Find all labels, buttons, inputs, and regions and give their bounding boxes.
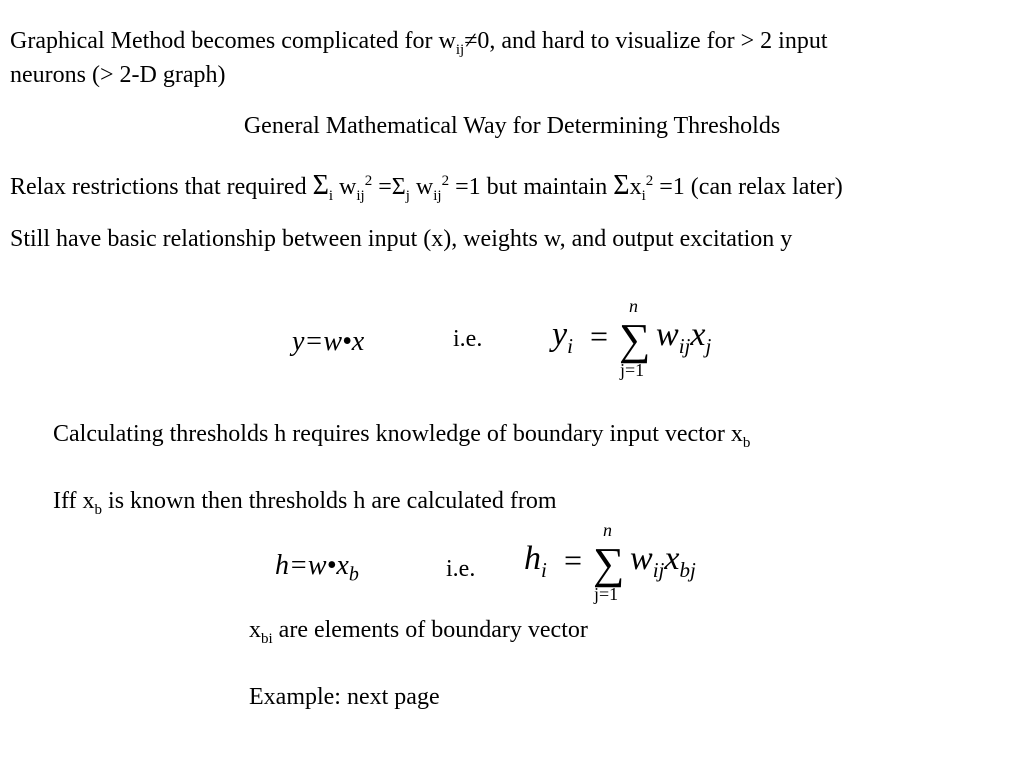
equation-1-y: y	[552, 316, 568, 353]
equation-2-summation	[522, 520, 782, 610]
boundary-vector-line	[53, 417, 750, 451]
relax-w2: w	[409, 174, 434, 200]
sigma-symbol: Σ	[312, 170, 329, 201]
sigma-symbol-2: Σ	[613, 170, 630, 201]
equation-1-w: w	[656, 316, 679, 353]
relax-sub-ij2: ij	[433, 187, 442, 204]
equation-1-sum-symbol: ∑	[619, 315, 651, 364]
equation-2-ie-label: i.e.	[446, 556, 476, 582]
equation-1-upper-limit: n	[629, 296, 638, 316]
relax-sub-ij: ij	[356, 187, 365, 204]
relax-text-a: Relax restrictions that required	[10, 174, 313, 200]
relax-restrictions-line	[10, 169, 843, 204]
section-heading: General Mathematical Way for Determining Thresholds	[243, 113, 781, 139]
relax-sup-2c: 2	[645, 173, 654, 189]
equation-2-lower-limit: j=1	[594, 584, 619, 604]
equation-1-y-sub: i	[567, 333, 573, 358]
intro-text-b: ≠0, and hard to visualize for > 2 input	[464, 28, 828, 54]
equation-1-lhs	[552, 316, 573, 358]
equation-2-left-sub: b	[348, 563, 359, 586]
example-line: Example: next page	[249, 684, 440, 710]
relax-eq-sigma: =Σ	[372, 174, 406, 200]
elements-text: are elements of boundary vector	[272, 617, 588, 643]
intro-line-2: neurons (> 2-D graph)	[10, 62, 226, 88]
relax-text-c: =1 (can relax later)	[653, 174, 843, 200]
iff-line	[53, 484, 557, 518]
equation-1-summation	[548, 296, 808, 386]
equation-2-upper-limit: n	[603, 520, 612, 540]
iff-text-b: is known then thresholds h are calculated from	[102, 488, 557, 514]
elements-sub: bi	[261, 630, 273, 647]
relax-w: w	[333, 174, 357, 200]
intro-line-1	[10, 24, 827, 58]
equation-1-x-sub: j	[705, 333, 712, 358]
boundary-elements-line	[249, 613, 588, 647]
equation-2-sum-symbol: ∑	[593, 539, 625, 588]
equation-1-x: x	[690, 316, 706, 353]
iff-text-a: Iff x	[53, 488, 95, 514]
equation-2-x: x	[664, 540, 680, 577]
equation-2-left-text: h=w•x	[275, 550, 349, 581]
boundary-text: Calculating thresholds h requires knowledge of boundary input vector x	[53, 421, 743, 447]
equation-2-w: w	[630, 540, 653, 577]
equation-1-ie-label: i.e.	[453, 326, 483, 352]
boundary-sub: b	[742, 434, 751, 451]
relax-sup-2: 2	[364, 173, 373, 189]
equation-2-h-sub: i	[541, 557, 547, 582]
equation-2-vector-form	[275, 550, 359, 586]
equation-1-lower-limit: j=1	[620, 360, 645, 380]
equation-1-equals: =	[590, 318, 609, 354]
intro-text-a: Graphical Method becomes complicated for w	[10, 28, 456, 54]
relax-sub-xi: i	[641, 187, 646, 204]
equation-2-x-sub: bj	[679, 557, 696, 582]
equation-2-equals: =	[564, 542, 583, 578]
intro-subscript: ij	[455, 41, 465, 58]
equation-1-w-sub: ij	[678, 333, 691, 358]
elements-x: x	[249, 617, 261, 643]
iff-sub: b	[94, 501, 103, 518]
relax-sub-j: j	[405, 187, 410, 204]
relationship-line: Still have basic relationship between input (x), weights w, and output excitation y	[10, 226, 793, 252]
relax-text-b: =1 but maintain	[449, 174, 614, 200]
equation-2-h: h	[524, 540, 541, 577]
equation-2-rhs	[630, 540, 696, 582]
equation-2-lhs	[524, 540, 547, 582]
relax-x: x	[629, 174, 642, 200]
equation-2-w-sub: ij	[652, 557, 665, 582]
equation-1-vector-form: y=w•x	[292, 326, 365, 357]
relax-sub-i: i	[328, 187, 334, 204]
relax-sup-2b: 2	[441, 173, 450, 189]
equation-1-rhs	[656, 316, 712, 358]
